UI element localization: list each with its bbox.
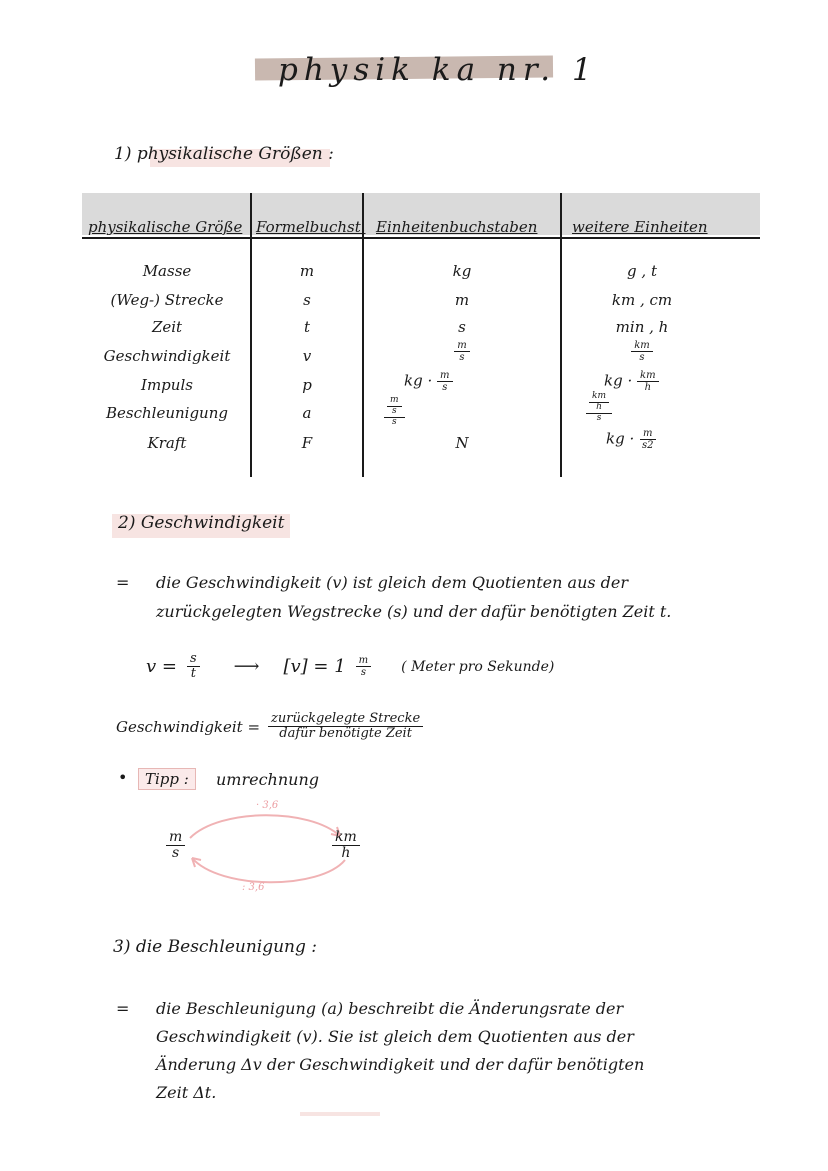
- unit-m-per-s: $\frac{m}{s}$: [166, 830, 185, 862]
- definition-line: Zeit Δt.: [156, 1083, 217, 1102]
- table-cell-unit: $\frac{m}{s}$: [364, 340, 560, 363]
- table-cell-symbol: t: [303, 318, 311, 336]
- table-cell-other: g , t: [627, 262, 657, 280]
- table-cell-unit: kg · $\frac{m}{s}$: [404, 370, 453, 393]
- definition-line: zurückgelegten Wegstrecke (s) und der dafür benötigten Zeit t.: [156, 602, 672, 621]
- table-cell-other: $\frac{\frac{km}{h}}{s}$: [586, 392, 612, 424]
- table-cell-other: kg · $\frac{km}{h}$: [604, 370, 659, 393]
- table-cell-quantity: Zeit: [151, 318, 183, 336]
- table-cell-symbol: a: [302, 404, 312, 422]
- bullet: •: [118, 768, 128, 787]
- table-cell-quantity: Impuls: [141, 376, 193, 394]
- velocity-word-formula: Geschwindigkeit = $\frac{\text{zurückgelegte Strecke}}{\text{dafür benötigte Zeit}}$: [116, 712, 423, 742]
- tipp-label: Tipp :: [138, 768, 196, 790]
- equals-sign: =: [116, 999, 130, 1018]
- table-cell-other: kg · $\frac{m}{s2}$: [606, 428, 654, 451]
- table-cell-symbol: s: [303, 291, 311, 309]
- table-header: Einheitenbuchstaben: [376, 218, 538, 236]
- table-cell-symbol: F: [301, 434, 313, 452]
- table-cell-quantity: Masse: [142, 262, 192, 280]
- table-cell-quantity: (Weg-) Strecke: [110, 291, 224, 309]
- table-header-line: [82, 237, 760, 239]
- table-cell-quantity: Geschwindigkeit: [103, 347, 231, 365]
- table-cell-symbol: p: [302, 376, 312, 394]
- velocity-formula: v = $\frac{s}{t}$ ⟶ [v] = 1 $\frac{m}{s}$ ( Meter pro Sekunde): [146, 651, 555, 682]
- table-cell-symbol: m: [299, 262, 315, 280]
- table-header: Formelbuchst.: [256, 218, 366, 236]
- unit-km-per-h: $\frac{km}{h}$: [332, 830, 360, 862]
- definition-line: Änderung Δv der Geschwindigkeit und der dafür benötigten: [156, 1055, 645, 1074]
- section2-heading: 2) Geschwindigkeit: [118, 513, 285, 533]
- table-cell-quantity: Kraft: [147, 434, 187, 452]
- table-cell-unit: $\frac{\frac{m}{s}}{s}$: [384, 396, 405, 428]
- section3-heading: 3) die Beschleunigung :: [113, 937, 318, 957]
- equals-sign: =: [116, 573, 130, 592]
- table-cell-quantity: Beschleunigung: [106, 404, 228, 422]
- bottom-highlight: [300, 1112, 380, 1116]
- conversion-multiply-label: · 3,6: [256, 800, 279, 811]
- table-header: physikalische Größe: [88, 218, 243, 236]
- page-title: physik ka nr. 1: [278, 52, 598, 88]
- table-cell-other: km , cm: [611, 291, 673, 309]
- section1-heading: 1) physikalische Größen :: [114, 144, 334, 164]
- conversion-divide-label: : 3,6: [242, 882, 265, 893]
- definition-line: die Geschwindigkeit (v) ist gleich dem Quotienten aus der: [156, 573, 629, 592]
- table-cell-symbol: v: [302, 347, 312, 365]
- definition-line: die Beschleunigung (a) beschreibt die Änderungsrate der: [156, 999, 624, 1018]
- table-cell-unit: m: [454, 291, 470, 309]
- table-cell-unit: kg: [452, 262, 472, 280]
- table-cell-other: min , h: [615, 318, 669, 336]
- table-cell-unit: N: [455, 434, 469, 452]
- table-cell-unit: s: [458, 318, 466, 336]
- tipp-text: umrechnung: [216, 770, 320, 789]
- table-header: weitere Einheiten: [572, 218, 708, 236]
- table-cell-other: $\frac{km}{s}$: [562, 340, 722, 363]
- definition-line: Geschwindigkeit (v). Sie ist gleich dem Quotienten aus der: [156, 1027, 634, 1046]
